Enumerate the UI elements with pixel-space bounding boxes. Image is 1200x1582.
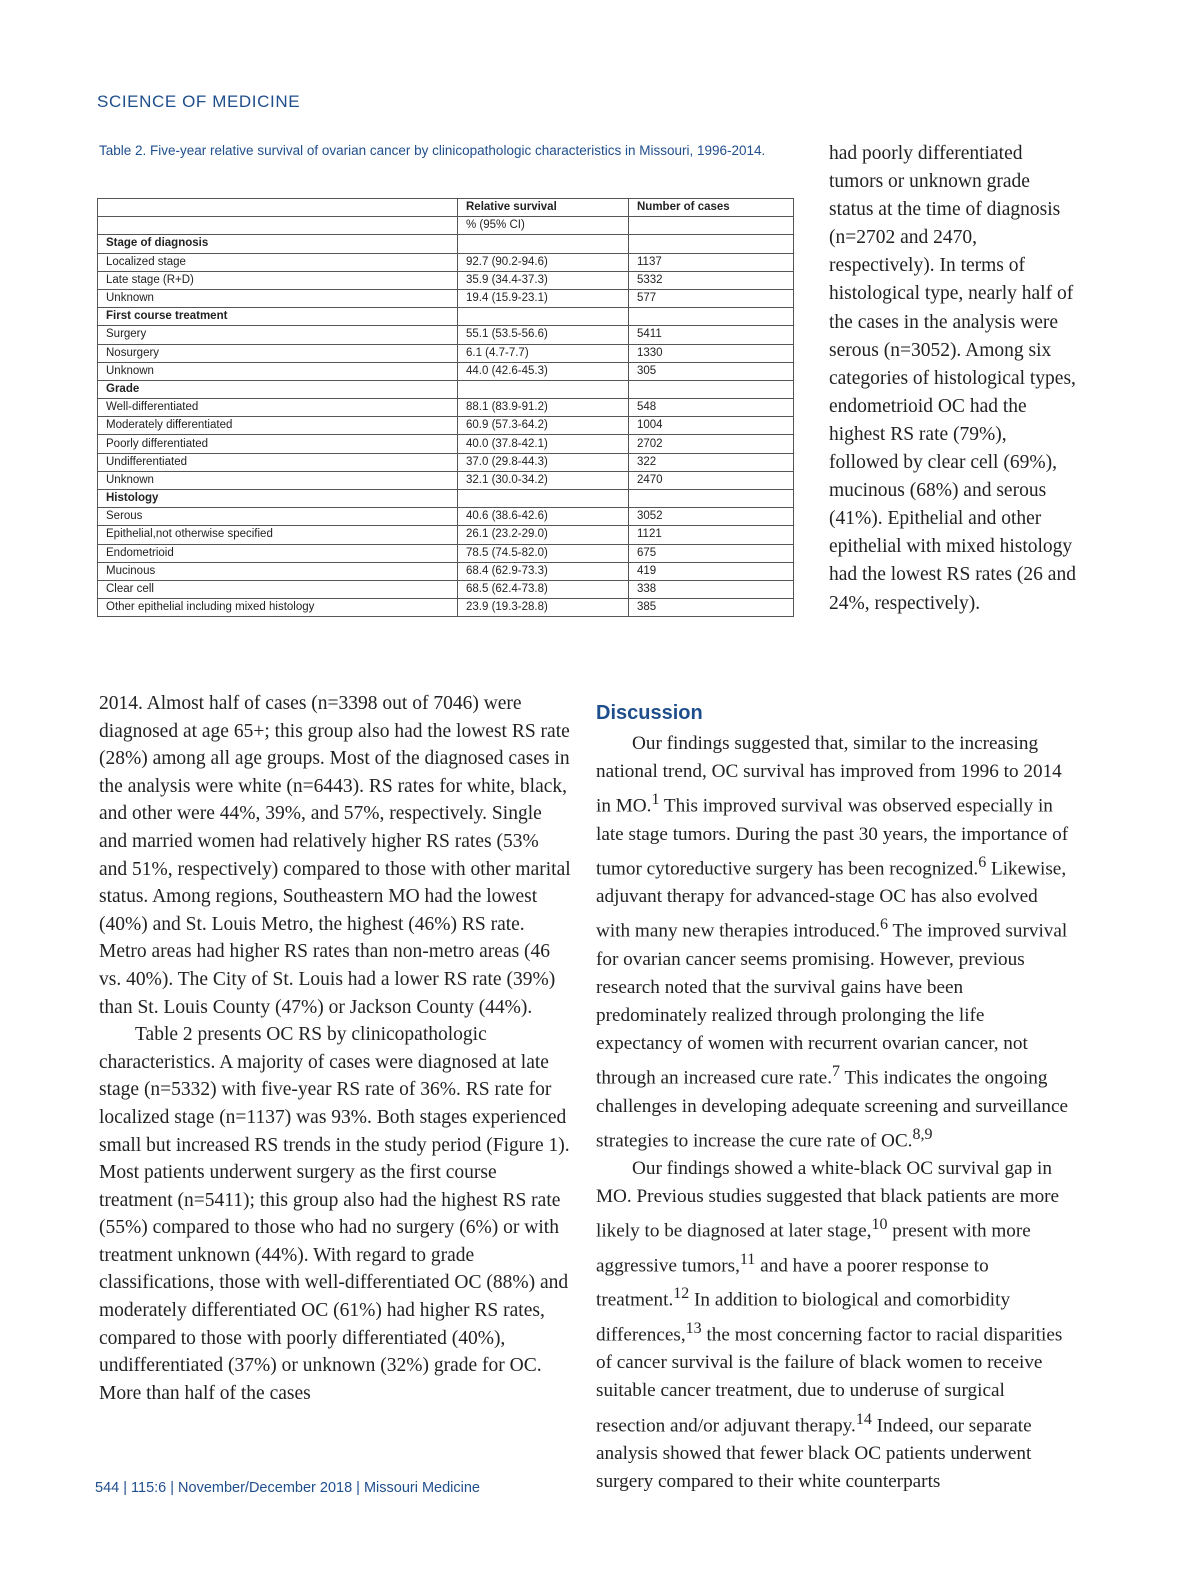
table-row xyxy=(98,453,794,471)
table-cell-cases: 338 xyxy=(629,580,794,598)
table-empty-cell xyxy=(458,235,629,253)
reference-marker: 1 xyxy=(651,791,660,809)
table-row xyxy=(98,599,794,617)
table-cell-characteristic: Localized stage xyxy=(98,253,458,271)
table-category-label: Histology xyxy=(98,490,458,508)
table-cell-cases: 1330 xyxy=(629,344,794,362)
table-cell-characteristic: Late stage (R+D) xyxy=(98,271,458,289)
table-cell-survival: 23.9 (19.3-28.8) xyxy=(458,599,629,617)
table-cell-cases: 1137 xyxy=(629,253,794,271)
table-subheader-blank xyxy=(98,217,458,235)
discussion-text: Our findings showed a white-black OC survival gap in MO. Previous studies suggested that black patients are more likely to be diagnosed at later stage, xyxy=(596,1158,1060,1242)
table-cell-cases: 675 xyxy=(629,544,794,562)
discussion-text: In addition to biological and comorbidity differences, xyxy=(596,1289,1011,1346)
table-category-row xyxy=(98,235,794,253)
table-row xyxy=(98,289,794,307)
table-cell-survival: 44.0 (42.6-45.3) xyxy=(458,362,629,380)
table-cell-characteristic: Epithelial,not otherwise specified xyxy=(98,526,458,544)
table-subheader-blank-2 xyxy=(629,217,794,235)
table-cell-survival: 6.1 (4.7-7.7) xyxy=(458,344,629,362)
discussion-text: present with more aggressive tumors, xyxy=(596,1220,1031,1277)
table-cell-survival: 26.1 (23.2-29.0) xyxy=(458,526,629,544)
table-empty-cell xyxy=(629,235,794,253)
table-cell-cases: 3052 xyxy=(629,508,794,526)
table-cell-characteristic: Undifferentiated xyxy=(98,453,458,471)
table-cell-characteristic: Poorly differentiated xyxy=(98,435,458,453)
discussion-text: This indicates the ongoing challenges in developing adequate screening and surveillance strategies to increase the cure rate of OC. xyxy=(596,1067,1069,1152)
table-row xyxy=(98,508,794,526)
discussion-heading: Discussion xyxy=(596,702,703,724)
left-column xyxy=(99,690,571,1407)
table-cell-cases: 2470 xyxy=(629,471,794,489)
table-cell-cases: 385 xyxy=(629,599,794,617)
table-category-row xyxy=(98,380,794,398)
table-row xyxy=(98,399,794,417)
reference-marker: 14 xyxy=(855,1410,872,1428)
table-cell-survival: 40.6 (38.6-42.6) xyxy=(458,508,629,526)
reference-marker: 8,9 xyxy=(912,1125,933,1143)
table-cell-characteristic: Unknown xyxy=(98,362,458,380)
discussion-text: This improved survival was observed especially in late stage tumors. During the past 30 years, the importance of tumor cytoreductive surgery has been recognized. xyxy=(596,795,1069,880)
table-cell-survival: 60.9 (57.3-64.2) xyxy=(458,417,629,435)
table-cell-cases: 1121 xyxy=(629,526,794,544)
table-cell-survival: 37.0 (29.8-44.3) xyxy=(458,453,629,471)
table-cell-characteristic: Unknown xyxy=(98,289,458,307)
reference-marker: 7 xyxy=(832,1063,840,1081)
table-empty-cell xyxy=(629,380,794,398)
table-cell-survival: 68.5 (62.4-73.8) xyxy=(458,580,629,598)
table-row xyxy=(98,544,794,562)
table-row xyxy=(98,562,794,580)
table-cell-cases: 548 xyxy=(629,399,794,417)
table-cell-characteristic: Moderately differentiated xyxy=(98,417,458,435)
table-cell-survival: 78.5 (74.5-82.0) xyxy=(458,544,629,562)
table-empty-cell xyxy=(458,380,629,398)
table-cell-cases: 419 xyxy=(629,562,794,580)
table-cell-characteristic: Mucinous xyxy=(98,562,458,580)
table-cell-characteristic: Well-differentiated xyxy=(98,399,458,417)
table-row xyxy=(98,271,794,289)
table-header-blank xyxy=(98,199,458,217)
table-row xyxy=(98,471,794,489)
reference-marker: 6 xyxy=(978,853,987,871)
table-header-survival: Relative survival xyxy=(458,199,629,217)
table-cell-cases: 2702 xyxy=(629,435,794,453)
discussion-text: Our findings suggested that, similar to the increasing national trend, OC survival has improved from 1996 to 2014 in MO. xyxy=(596,733,1062,817)
table-category-label: Grade xyxy=(98,380,458,398)
table-row xyxy=(98,580,794,598)
page-footer: 544 | 115:6 | November/December 2018 | Missouri Medicine xyxy=(95,1480,480,1496)
table-category-row xyxy=(98,490,794,508)
table-header-row xyxy=(98,199,794,217)
table-row xyxy=(98,362,794,380)
discussion-body xyxy=(596,730,1071,1496)
table-cell-characteristic: Endometrioid xyxy=(98,544,458,562)
table-cell-characteristic: Other epithelial including mixed histology xyxy=(98,599,458,617)
table-row xyxy=(98,253,794,271)
table-cell-survival: 68.4 (62.9-73.3) xyxy=(458,562,629,580)
discussion-text: Likewise, adjuvant therapy for advanced-stage OC has also evolved with many new therapies introduced. xyxy=(596,858,1067,942)
table-cell-characteristic: Clear cell xyxy=(98,580,458,598)
table-cell-survival: 88.1 (83.9-91.2) xyxy=(458,399,629,417)
table-row xyxy=(98,435,794,453)
table-category-label: Stage of diagnosis xyxy=(98,235,458,253)
left-paragraph-2: Table 2 presents OC RS by clinicopathologic characteristics. A majority of cases were diagnosed at late stage (n=5332) with five-year RS rate of 36%. RS rate for localized stage (n=1137) was 93%. Both stages experienced small but increased RS trends in the study period (Figure 1). Most patients underwent surgery as the first course treatment (n=5411); this group also had the highest RS rate (55%) compared to those who had no surgery (6%) or with treatment unknown (44%). With regard to grade classifications, those with well-differentiated OC (88%) and moderately differentiated OC (61%) had higher RS rates, compared to those with poorly differentiated (40%), undifferentiated (37%) or unknown (32%) grade for OC. More than half of the cases xyxy=(99,1024,570,1404)
left-paragraph-1: 2014. Almost half of cases (n=3398 out of 7046) were diagnosed at age 65+; this group also had the lowest RS rate (28%) among all age groups. Most of the diagnosed cases in the analysis were white (n=6443). RS rates for white, black, and other were 44%, 39%, and 57%, respectively. Single and married women had relatively higher RS rates (53% and 51%, respectively) compared to those with other marital status. Among regions, Southeastern MO had the lowest (40%) and St. Louis Metro, the highest (46%) RS rate. Metro areas had higher RS rates than non-metro areas (46 vs. 40%). The City of St. Louis had a lower RS rate (39%) than St. Louis County (47%) or Jackson County (44%). xyxy=(99,693,571,1018)
table-cell-cases: 1004 xyxy=(629,417,794,435)
table-empty-cell xyxy=(629,308,794,326)
table-cell-cases: 5411 xyxy=(629,326,794,344)
reference-marker: 6 xyxy=(880,916,888,934)
table-row xyxy=(98,417,794,435)
table-empty-cell xyxy=(629,490,794,508)
table-subheader-ci: % (95% CI) xyxy=(458,217,629,235)
discussion-text: the most concerning factor to racial disparities of cancer survival is the failure of black women to receive suitable cancer treatment, due to underuse of surgical resection and/or adjuvant therapy. xyxy=(596,1324,1063,1436)
table-cell-characteristic: Unknown xyxy=(98,471,458,489)
reference-marker: 12 xyxy=(673,1285,690,1303)
table-cell-survival: 55.1 (53.5-56.6) xyxy=(458,326,629,344)
discussion-paragraph-2 xyxy=(596,1155,1071,1496)
table-subheader-row xyxy=(98,217,794,235)
reference-marker: 10 xyxy=(871,1216,888,1234)
discussion-paragraph-1 xyxy=(596,730,1071,1155)
table-category-label: First course treatment xyxy=(98,308,458,326)
table-header-cases: Number of cases xyxy=(629,199,794,217)
table-cell-survival: 32.1 (30.0-34.2) xyxy=(458,471,629,489)
discussion-text: The improved survival for ovarian cancer seems promising. However, previous research noted that the survival gains have been predominately realized through prolonging the life expectancy of women with recurrent ovarian cancer, not through an increased cure rate. xyxy=(596,920,1068,1089)
right-column-text: had poorly differentiated tumors or unknown grade status at the time of diagnosis (n=2702 and 2470, respectively). In terms of histological type, nearly half of the cases in the analysis were serous (n=3052). Among six categories of histological types, endometrioid OC had the highest RS rate (79%), followed by clear cell (69%), mucinous (68%) and serous (41%). Epithelial and other epithelial with mixed histology had the lowest RS rates (26 and 24%, respectively). xyxy=(829,143,1076,614)
table-cell-survival: 92.7 (90.2-94.6) xyxy=(458,253,629,271)
table-caption: Table 2. Five-year relative survival of ovarian cancer by clinicopathologic characteristics in Missouri, 1996-2014. xyxy=(99,143,766,158)
table-cell-survival: 35.9 (34.4-37.3) xyxy=(458,271,629,289)
table-empty-cell xyxy=(458,490,629,508)
table-row xyxy=(98,526,794,544)
table-cell-characteristic: Surgery xyxy=(98,326,458,344)
table-category-row xyxy=(98,308,794,326)
table-cell-cases: 577 xyxy=(629,289,794,307)
discussion-text: and have a poorer response to treatment. xyxy=(596,1255,989,1311)
table-cell-cases: 5332 xyxy=(629,271,794,289)
discussion-text: Indeed, our separate analysis showed that fewer black OC patients underwent surgery compared to their white counterparts xyxy=(596,1414,1032,1493)
table-cell-survival: 40.0 (37.8-42.1) xyxy=(458,435,629,453)
table-cell-characteristic: Serous xyxy=(98,508,458,526)
table-cell-characteristic: Nosurgery xyxy=(98,344,458,362)
table-empty-cell xyxy=(458,308,629,326)
reference-marker: 13 xyxy=(685,1319,702,1337)
table-cell-cases: 322 xyxy=(629,453,794,471)
reference-marker: 11 xyxy=(739,1250,756,1268)
section-header: SCIENCE OF MEDICINE xyxy=(97,92,301,111)
table-cell-survival: 19.4 (15.9-23.1) xyxy=(458,289,629,307)
survival-table xyxy=(97,198,794,617)
table-row xyxy=(98,326,794,344)
table-row xyxy=(98,344,794,362)
table-cell-cases: 305 xyxy=(629,362,794,380)
